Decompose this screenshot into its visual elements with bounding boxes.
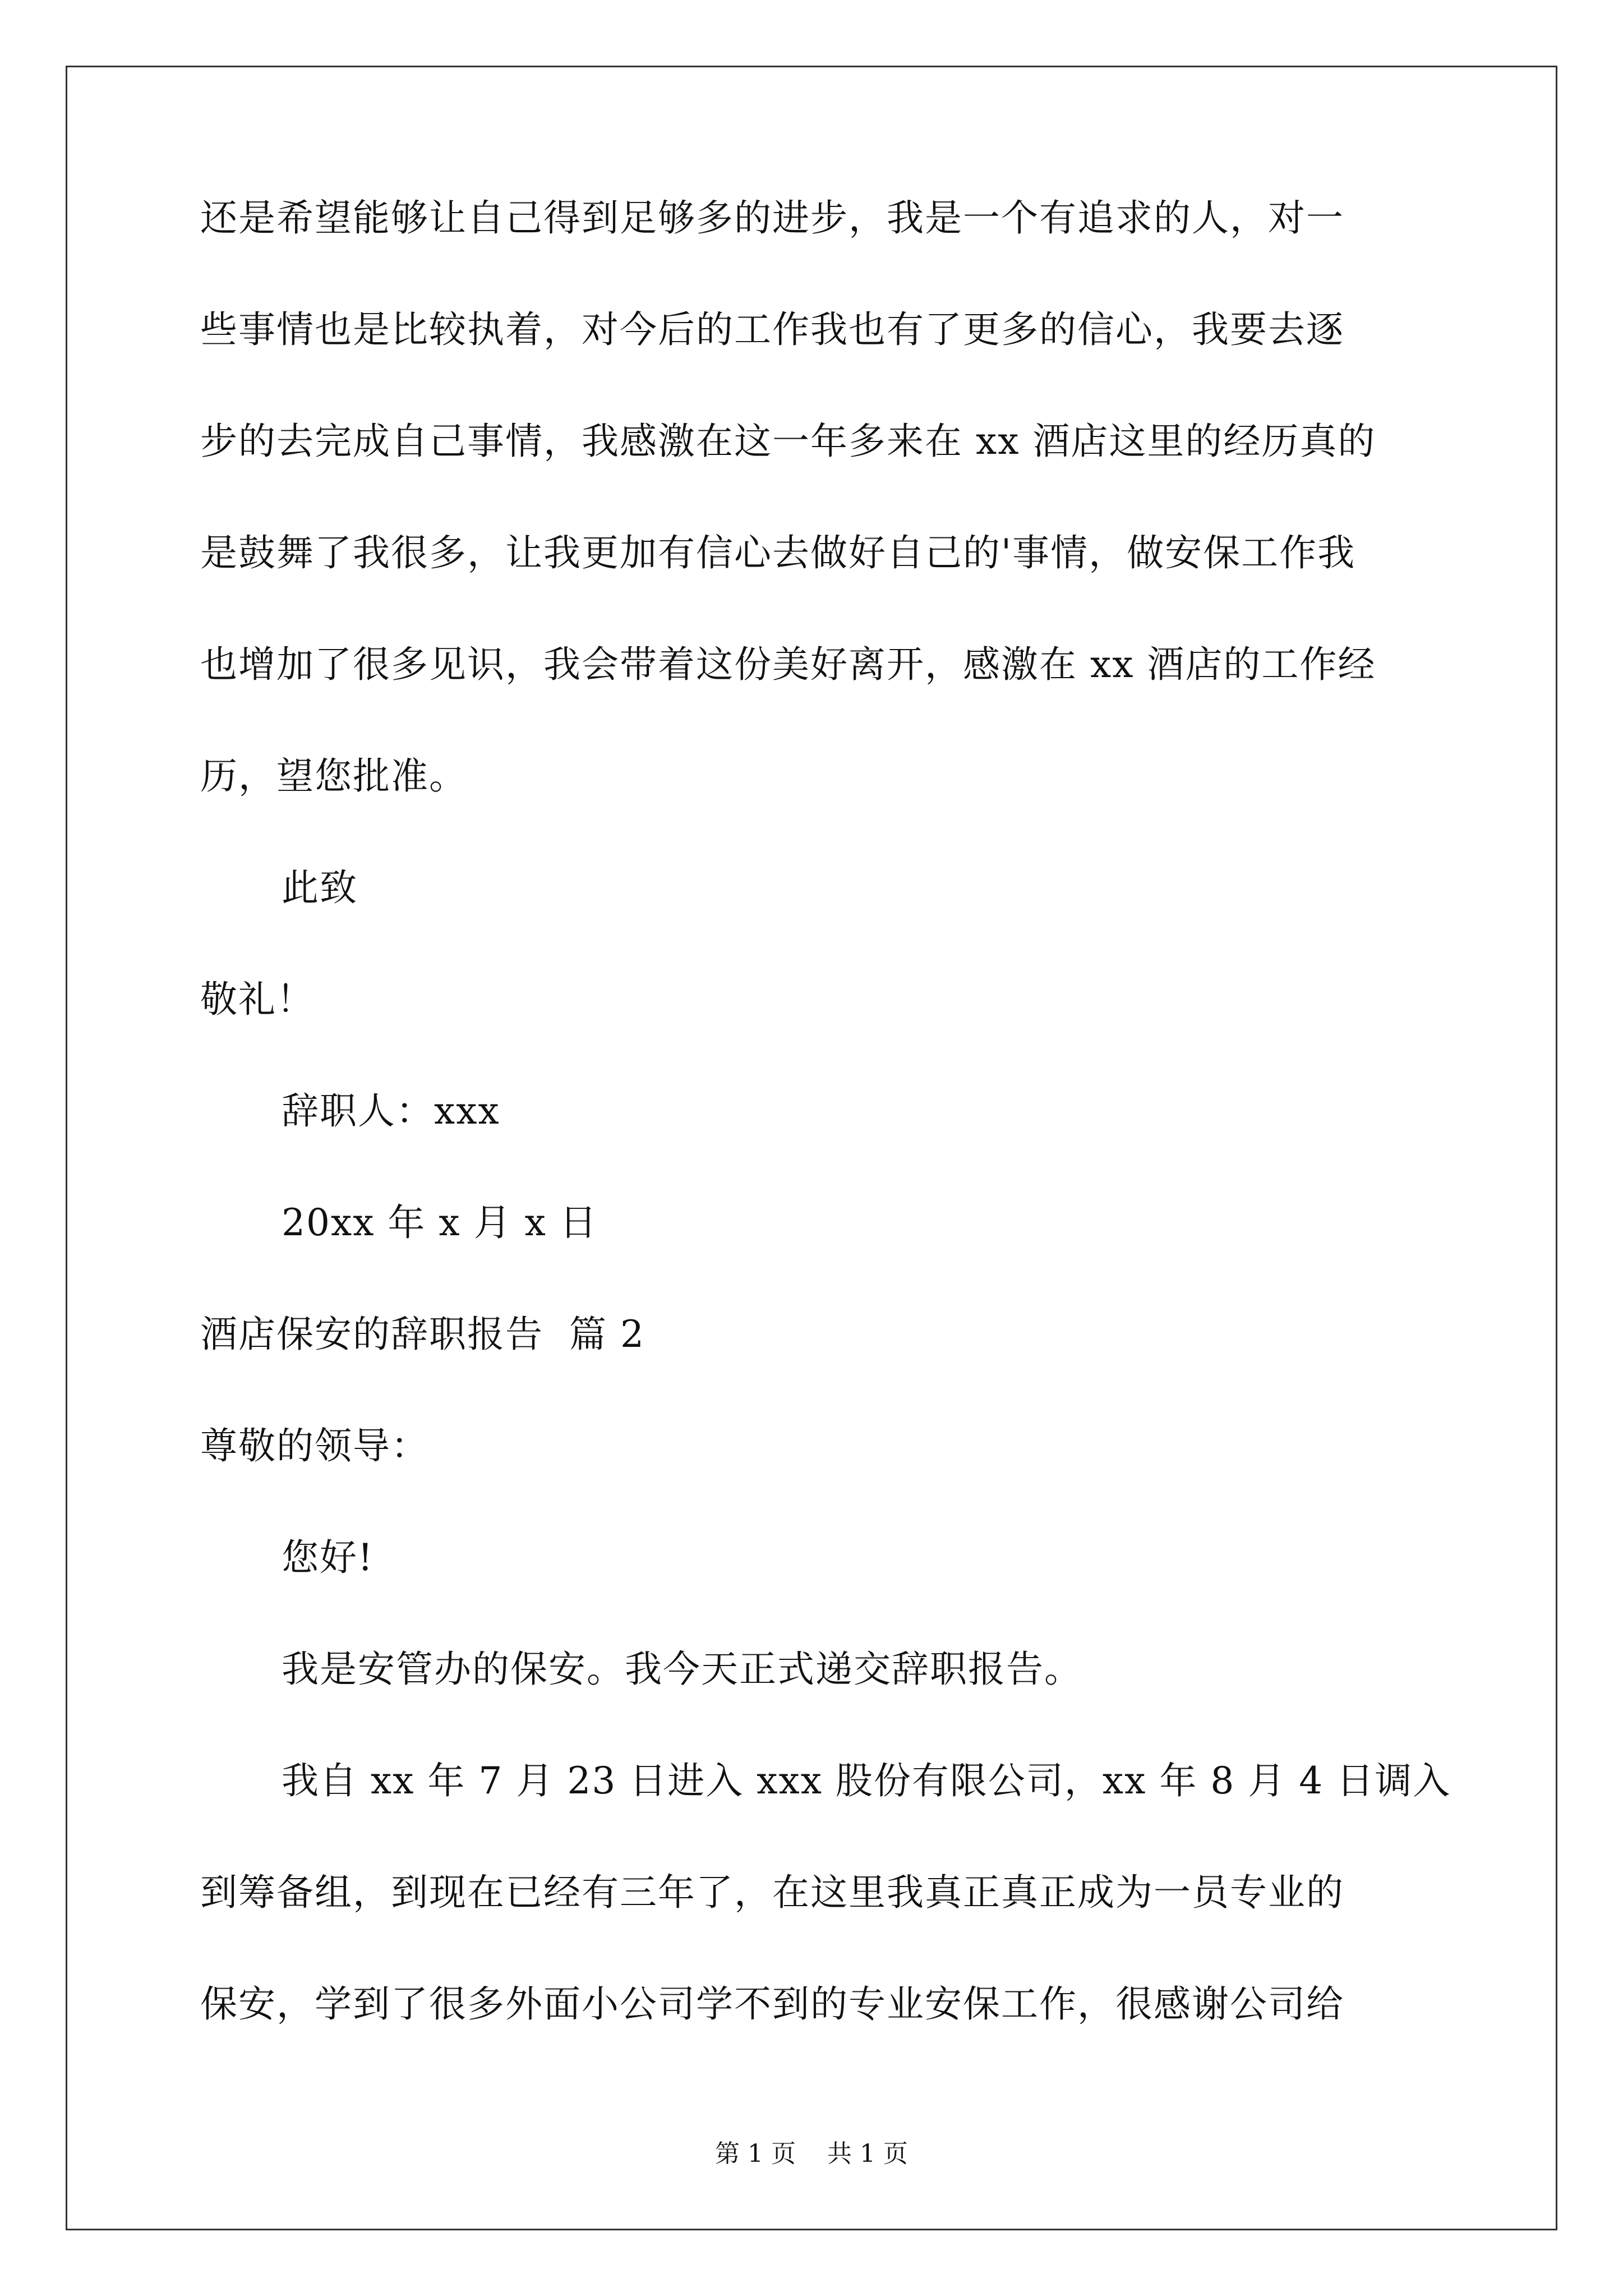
body-line-1: 还是希望能够让自己得到足够多的进步，我是一个有追求的人，对一 (200, 196, 1344, 240)
closing-salutation: 此致 (282, 866, 358, 909)
body-line-6: 历，望您批准。 (200, 754, 467, 798)
section-heading: 酒店保安的辞职报告 篇 2 (200, 1313, 645, 1356)
date-line: 20xx 年 x 月 x 日 (282, 1201, 598, 1244)
body-line-intro: 我是安管办的保安。我今天正式递交辞职报告。 (282, 1648, 1082, 1691)
body-line-2: 些事情也是比较执着，对今后的工作我也有了更多的信心，我要去逐 (200, 308, 1344, 351)
body-line-history-3: 保安，学到了很多外面小公司学不到的专业安保工作，很感谢公司给 (200, 1982, 1344, 2026)
body-line-history-1: 我自 xx 年 7 月 23 日进入 xxx 股份有限公司，xx 年 8 月 4 日调入 (282, 1759, 1451, 1802)
signature-line: 辞职人：xxx (282, 1089, 500, 1133)
body-line-4: 是鼓舞了我很多，让我更加有信心去做好自己的'事情，做安保工作我 (200, 531, 1356, 574)
closing-regards: 敬礼！ (200, 978, 315, 1021)
body-line-history-2: 到筹备组，到现在已经有三年了，在这里我真正真正成为一员专业的 (200, 1871, 1344, 1914)
body-line-3: 步的去完成自己事情，我感激在这一年多来在 xx 酒店这里的经历真的 (200, 420, 1376, 463)
body-line-5: 也增加了很多见识，我会带着这份美好离开，感激在 xx 酒店的工作经 (200, 643, 1376, 686)
page-footer: 第 1 页 共 1 页 (715, 2139, 908, 2168)
greeting-recipient: 尊敬的领导： (200, 1424, 429, 1467)
greeting: 您好! (282, 1536, 374, 1579)
